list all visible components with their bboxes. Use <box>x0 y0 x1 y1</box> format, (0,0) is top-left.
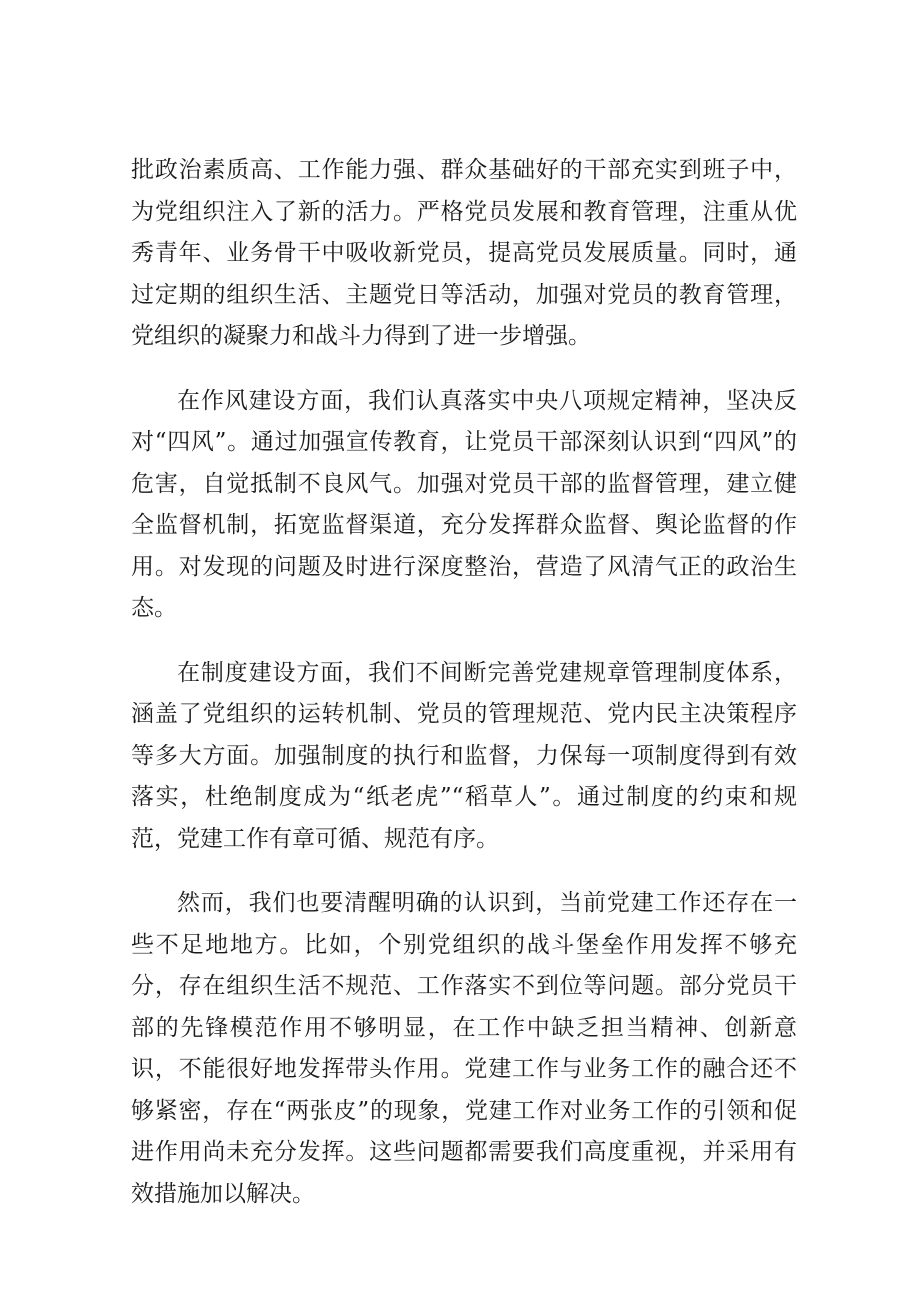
paragraph-shortcomings: 然而，我们也要清醒明确的认识到，当前党建工作还存在一些不足地地方。比如，个别党组织的战斗堡垒作用发挥不够充分，存在组织生活不规范、工作落实不到位等问题。部分党员干部的先锋模范作用不够明显，在工作中缺乏担当精神、创新意识，不能很好地发挥带头作用。党建工作与业务工作的融合还不够紧密，存在“两张皮”的现象，党建工作对业务工作的引领和促进作用尚未充分发挥。这些问题都需要我们高度重视，并采用有效措施加以解决。 <box>131 890 797 1207</box>
document-body <box>131 150 797 1238</box>
paragraph-work-style: 在作风建设方面，我们认真落实中央八项规定精神，坚决反对“四风”。通过加强宣传教育，让党员干部深刻认识到“四风”的危害，自觉抵制不良风气。加强对党员干部的监督管理，建立健全监督机制，拓宽监督渠道，充分发挥群众监督、舆论监督的作用。对发现的问题及时进行深度整治，营造了风清气正的政治生态。 <box>131 387 797 621</box>
paragraph-continued: 批政治素质高、工作能力强、群众基础好的干部充实到班子中，为党组织注入了新的活力。严格党员发展和教育管理，注重从优秀青年、业务骨干中吸收新党员，提高党员发展质量。同时，通过定期的组织生活、主题党日等活动，加强对党员的教育管理，党组织的凝聚力和战斗力得到了进一步增强。 <box>131 157 797 349</box>
paragraph-institution-building: 在制度建设方面，我们不间断完善党建规章管理制度体系，涵盖了党组织的运转机制、党员的管理规范、党内民主决策程序等多大方面。加强制度的执行和监督，力保每一项制度得到有效落实，杜绝制度成为“纸老虎”“稻草人”。通过制度的约束和规范，党建工作有章可循、规范有序。 <box>131 659 797 852</box>
